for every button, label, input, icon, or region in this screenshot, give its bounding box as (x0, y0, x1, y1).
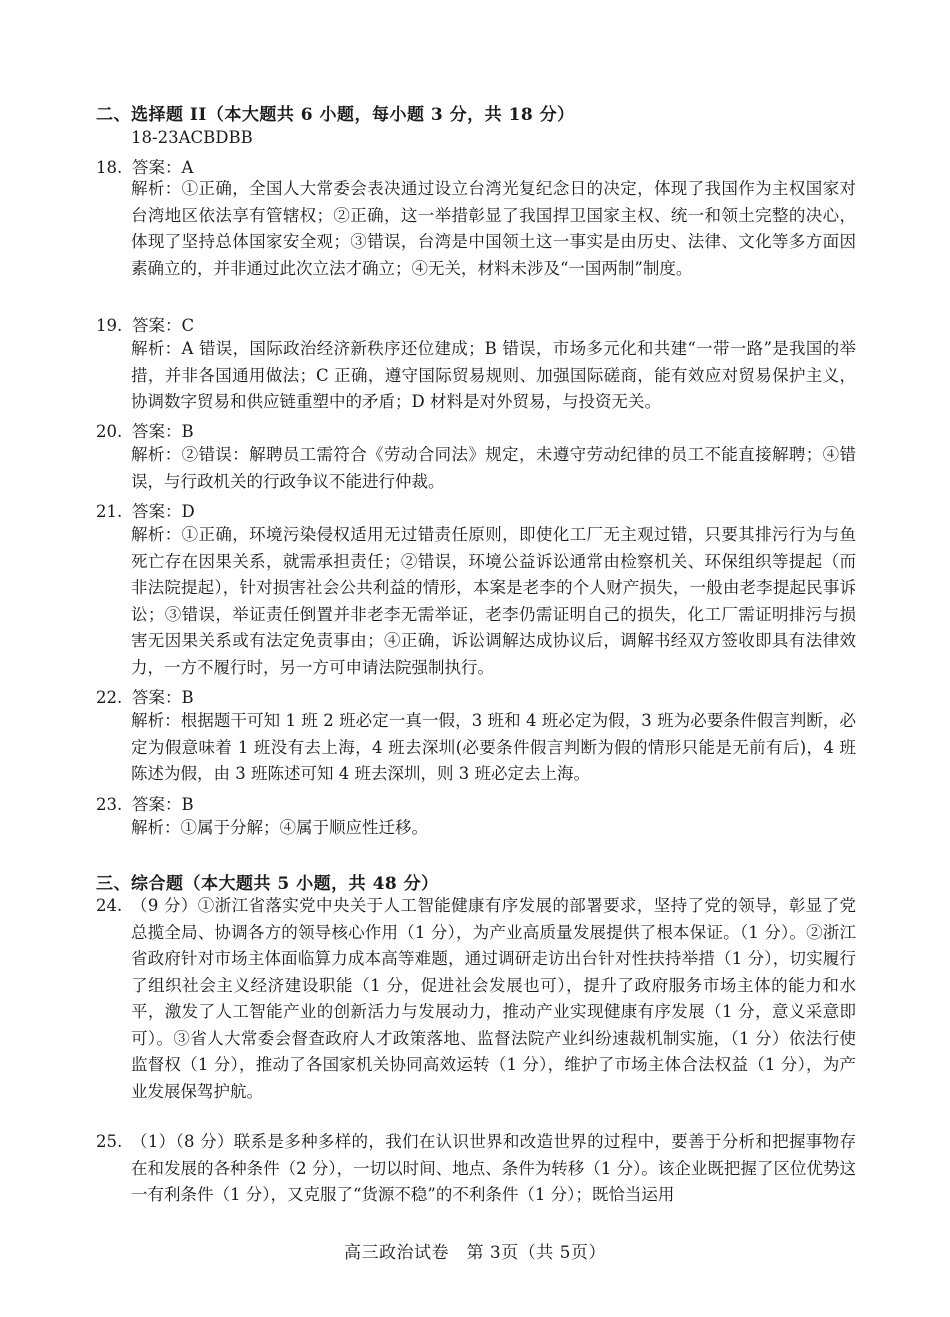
question-21-answer (96, 498, 195, 522)
question-20-answer (96, 418, 194, 442)
answer-key: 18-23ACBDBB (131, 128, 253, 147)
section-3-heading: 三、综合题（本大题共 5 小题，共 48 分） (96, 874, 439, 894)
question-22-analysis: 解析：根据题干可知 1 班 2 班必定一真一假，3 班和 4 班必定为假，3 班为必要条件假言判断，必定为假意味着 1 班没有去上海，4 班去深圳(必要条件假言判断为假的情形只能是无前有后)，4 班陈述为假，由 3 班陈述可知 4 班去深圳，则 3 班必定去上海。 (131, 711, 856, 783)
answer-text: 答案：B (132, 422, 194, 441)
question-number: 21. (96, 502, 123, 521)
answer-text: 答案：B (132, 688, 194, 707)
question-18-answer (96, 154, 193, 178)
question-23-analysis: 解析：①属于分解；④属于顺应性迁移。 (131, 818, 428, 837)
question-19-answer (96, 312, 194, 336)
question-number: 19. (96, 316, 123, 335)
question-18-analysis: 解析：①正确，全国人大常委会表决通过设立台湾光复纪念日的决定，体现了我国作为主权国家对台湾地区依法享有管辖权；②正确，这一举措彰显了我国捍卫国家主权、统一和领土完整的决心，体现了坚持总体国家安全观；③错误，台湾是中国领土这一事实是由历史、法律、文化等多方面因素确立的，并非通过此次立法才确立；④无关，材料未涉及“一国两制”制度。 (131, 179, 856, 278)
answer-text: 答案：A (132, 158, 194, 177)
question-25-number: 25. (96, 1132, 123, 1151)
question-number: 22. (96, 688, 123, 707)
section-2-heading: 二、选择题 II（本大题共 6 小题，每小题 3 分，共 18 分） (96, 105, 575, 125)
answer-text: 答案：D (132, 502, 195, 521)
page-footer: 高三政治试卷 第 3页（共 5页） (344, 1243, 606, 1263)
question-number: 18. (96, 158, 123, 177)
question-20-analysis: 解析：②错误：解聘员工需符合《劳动合同法》规定，未遵守劳动纪律的员工不能直接解聘；④错误，与行政机关的行政争议不能进行仲裁。 (131, 445, 856, 491)
answer-text: 答案：B (132, 795, 194, 814)
question-23-answer (96, 791, 194, 815)
question-number: 20. (96, 422, 123, 441)
question-22-answer (96, 684, 194, 708)
question-24-number: 24. (96, 896, 123, 915)
question-number: 23. (96, 795, 123, 814)
question-19-analysis: 解析：A 错误，国际政治经济新秩序还位建成；B 错误，市场多元化和共建“一带一路”是我国的举措，并非各国通用做法；C 正确，遵守国际贸易规则、加强国际磋商，能有效应对贸易保护主义，协调数字贸易和供应链重塑中的矛盾；D 材料是对外贸易，与投资无关。 (131, 339, 856, 411)
answer-text: 答案：C (132, 316, 195, 335)
question-21-analysis: 解析：①正确，环境污染侵权适用无过错责任原则，即使化工厂无主观过错，只要其排污行为与鱼死亡存在因果关系，就需承担责任；②错误，环境公益诉讼通常由检察机关、环保组织等提起（而非法院提起），针对损害社会公共利益的情形，本案是老李的个人财产损失，一般由老李提起民事诉讼；③错误，举证责任倒置并非老李无需举证，老李仍需证明自己的损失，化工厂需证明排污与损害无因果关系或有法定免责事由；④正确，诉讼调解达成协议后，调解书经双方签收即具有法律效力，一方不履行时，另一方可申请法院强制执行。 (131, 525, 856, 677)
question-24-answer: （9 分）①浙江省落实党中央关于人工智能健康有序发展的部署要求，坚持了党的领导，彰显了党总揽全局、协调各方的领导核心作用（1 分），为产业高质量发展提供了根本保证。（1 分）。②浙江省政府针对市场主体面临算力成本高等难题，通过调研走访出台针对性扶持举措（1 分），切实履行了组织社会主义经济建设职能（1 分，促进社会发展也可），提升了政府服务市场主体的能力和水平，激发了人工智能产业的创新活力与发展动力，推动产业实现健康有序发展（1 分，意义采意即可）。③省人大常委会督查政府人才政策落地、监督法院产业纠纷速裁机制实施，（1 分）依法行使监督权（1 分），推动了各国家机关协同高效运转（1 分），维护了市场主体合法权益（1 分），为产业发展保驾护航。 (131, 896, 856, 1101)
question-25-answer: （1）（8 分）联系是多种多样的，我们在认识世界和改造世界的过程中，要善于分析和把握事物存在和发展的各种条件（2 分），一切以时间、地点、条件为转移（1 分）。该企业既把握了区位优势这一有利条件（1 分），又克服了“货源不稳”的不利条件（1 分）；既恰当运用 (131, 1132, 856, 1204)
